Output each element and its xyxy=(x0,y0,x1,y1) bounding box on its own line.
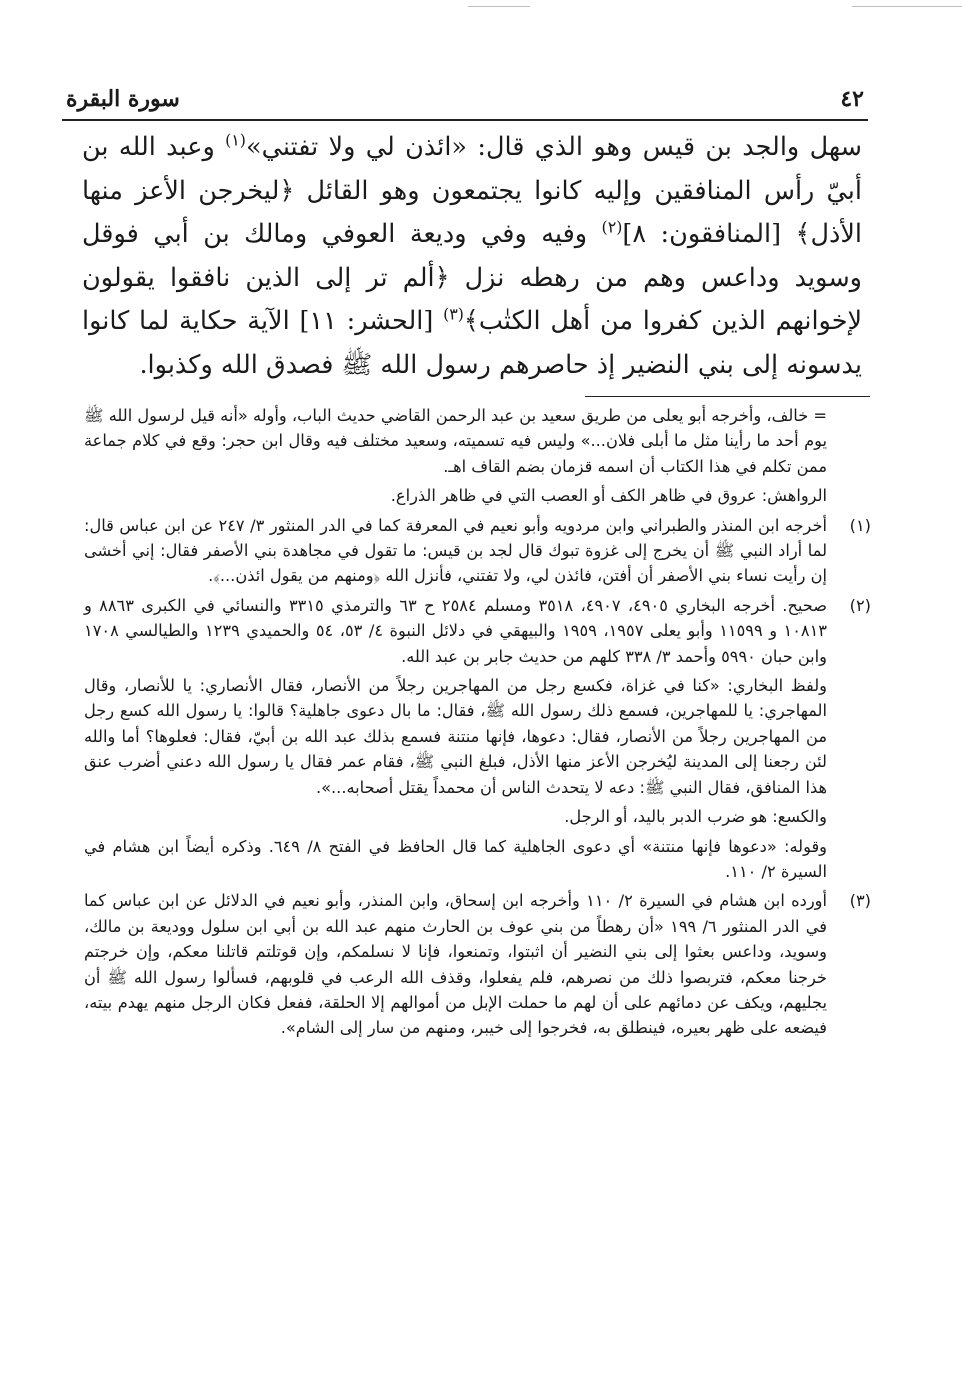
footnotes xyxy=(84,403,871,1041)
footnote-continuation xyxy=(84,403,871,509)
footnote-number: (١) xyxy=(849,515,871,535)
scan-edge-marks xyxy=(0,0,962,16)
footnote-text: = خالف، وأخرجه أبو يعلى من طريق سعيد بن عبد الرحمن القاضي حديث الباب، وأوله «أنه قيل لرسول الله ﷺ يوم أحد ما رأينا مثل ما أبلى فلان...» وليس فيه تسميته، وسعيد مختلف فيه وقال ابن حجر: وقع في كلام جماعة ممن تكلم في هذا الكتاب أن اسمه قزمان بضم القاف اهـ. xyxy=(84,406,827,476)
main-text-segment: سهل والجد بن قيس وهو الذي قال: «ائذن لي ولا تفتني» xyxy=(245,132,862,162)
footnote-text: صحيح. أخرجه البخاري ٤٩٠٥، ٤٩٠٧، ٣٥١٨ ومسلم ٢٥٨٤ ح ٦٣ والترمذي ٣٣١٥ والنسائي في الكبرى ٨٨٦٣ و ١٠٨١٣ و ١١٥٩٩ وأبو يعلى ١٩٥٧، ١٩٥٩ والبيهقي في دلائل النبوة ٤/ ٥٣، ٥٤ والحميدي ١٢٣٩ والطيالسي ١٧٠٨ وابن حبان ٥٩٩٠ وأحمد ٣/ ٣٣٨ كلهم من حديث جابر بن عبد الله. xyxy=(84,595,827,666)
footnote-2 xyxy=(84,593,871,884)
page-number: ٤٢ xyxy=(840,86,864,112)
main-text xyxy=(82,126,862,388)
surah-title: سورة البقرة xyxy=(66,86,180,112)
main-text-segment: وفيه وفي وديعة العوفي ومالك بن أبي فوقل وسويد وداعس وهم من رهطه نزل ﴿ألم تر إلى الذين نافقوا يقولون لإخوانهم الذين كفروا من أهل الكتٰب﴾ xyxy=(82,219,863,337)
footnote-text: الرواهش: عروق في ظاهر الكف أو العصب التي في ظاهر الذراع. xyxy=(390,486,827,506)
footnote-ref-3[interactable]: (٣) xyxy=(443,304,464,324)
footnote-separator xyxy=(585,396,870,397)
footnote-ref-1[interactable]: (١) xyxy=(225,130,246,150)
footnote-ref-2[interactable]: (٢) xyxy=(601,217,623,237)
footnote-text: وقوله: «دعوها فإنها منتنة» أي دعوى الجاهلية كما قال الحافظ في الفتح ٨/ ٦٤٩. وذكره أيضاً ابن هشام في السيرة ٢/ ١١٠. xyxy=(84,836,828,881)
footnote-text: والكسع: هو ضرب الدبر باليد، أو الرجل. xyxy=(564,807,827,827)
running-header xyxy=(66,84,864,114)
footnote-text: أخرجه ابن المنذر والطبراني وابن مردويه وأبو نعيم في المعرفة كما في الدر المنثور ٣/ ٢٤٧ عن ابن عباس قال: لما أراد النبي ﷺ أن يخرج إلى غزوة تبوك قال لجد بن قيس: ما تقول في مجاهدة بني الأصفر فقال: إني أخشى إن رأيت نساء بني الأصفر أن أفتن، فائذن لي، ولا تفتني، فأنزل الله ﴿ومنهم من يقول ائذن...﴾. xyxy=(84,515,827,586)
footnote-1 xyxy=(84,513,871,589)
footnote-number: (٢) xyxy=(849,595,871,615)
footnote-text: ولفظ البخاري: «كنا في غزاة، فكسع رجل من المهاجرين رجلاً من الأنصار، فقال الأنصاري: يا للأنصار، وقال المهاجري: يا للمهاجرين، فسمع ذلك رسول الله ﷺ، فقال: ما بال دعوى جاهلية؟ قالوا: يا رسول الله كسع رجل من المهاجرين رجلاً من الأنصار، فقال: دعوها، فإنها منتنة فسمع بذلك عبد الله بن أبيّ، فقال: فعلوها؟ أما والله لئن رجعنا إلى المدينة ليُخرجن الأعز منها الأذل، فبلغ النبي ﷺ، فقام عمر فقال يا رسول الله دعني أضرب عنق هذا المنافق، فقال النبي ﷺ: دعه لا يتحدث الناس أن محمداً يقتل أصحابه...». xyxy=(84,676,827,797)
footnote-number: (٣) xyxy=(849,891,871,911)
main-text-segment: [الحشر: ١١] الآية حكاية لما كانوا يدسونه إلى بني النضير إذ حاصرهم رسول الله ﷺ فصدق الله وكذبوا. xyxy=(82,306,862,380)
header-rule xyxy=(62,119,868,121)
main-paragraph xyxy=(82,126,862,388)
footnote-text: أورده ابن هشام في السيرة ٢/ ١١٠ وأخرجه ابن إسحاق، وابن المنذر، وأبو نعيم في الدلائل عن ابن عباس كما في الدر المنثور ٦/ ١٩٩ «أن رهطاً من بني عوف بن الحارث منهم عبد الله بن أبي ابن سلول ووديعة بن مالك، وسويد، وداعس بعثوا إلى بني النضير أن اثبتوا، وتمنعوا، فإنا لا نسلمكم، وإن قوتلتم قاتلنا معكم، وإن خرجتم خرجنا معكم، فتربصوا ذلك من نصرهم، فلم يفعلوا، وقذف الله الرعب في قلوبهم، فسألوا رسول الله ﷺ أن يجليهم، ويكف عن دمائهم على أن لهم ما حملت الإبل من أموالهم إلا الحلقة، ففعل فكان الرجل منهم يهدم بيته، فيضعه على ظهر بعيره، فينطلق به، فخرجوا إلى خيبر، ومنهم من سار إلى الشام». xyxy=(84,891,827,1038)
footnote-3 xyxy=(84,888,871,1040)
main-text-segment: وعبد الله بن أبيّ رأس المنافقين وإليه كانوا يجتمعون وهو القائل ﴿ليخرجن الأعز منها الأذل﴾ [المنافقون: ٨] xyxy=(82,132,862,250)
